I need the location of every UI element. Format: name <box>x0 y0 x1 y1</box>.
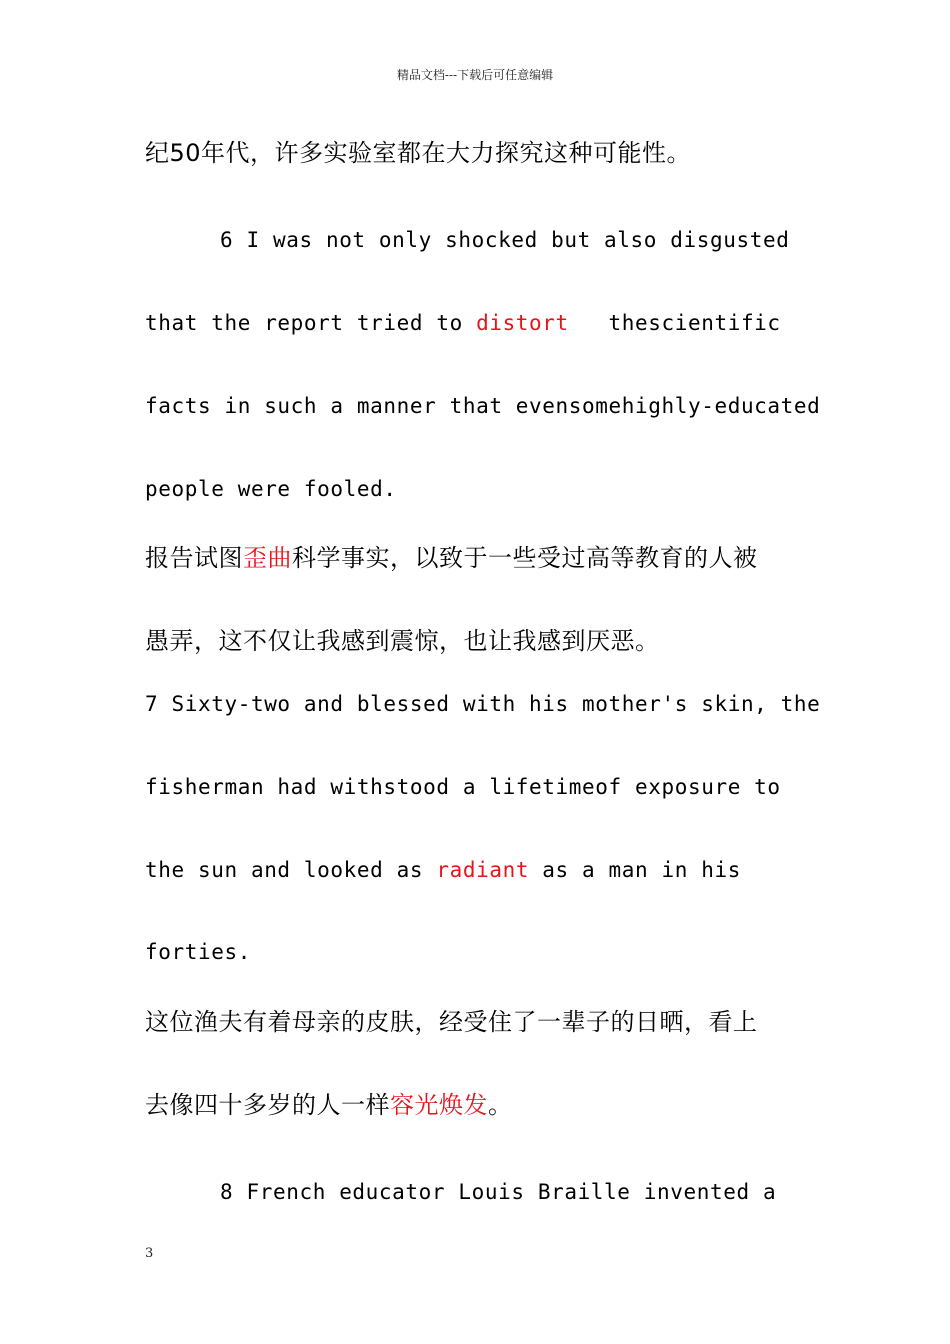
text-line-13 <box>145 1085 513 1120</box>
text-segment: thescientific <box>568 311 781 335</box>
text-segment: 科学事实，以致于一些受过高等教育的人被 <box>292 544 758 572</box>
text-line-7: 愚弄，这不仅让我感到震惊，也让我感到厌恶。 <box>145 627 660 655</box>
text-line-11: forties. <box>145 940 251 964</box>
text-line-1: 纪50年代，许多实验室都在大力探究这种可能性。 <box>145 139 692 167</box>
highlighted-word-rongguang: 容光焕发 <box>390 1091 488 1119</box>
text-segment: that the report tried to <box>145 311 477 335</box>
text-segment: as a man in his <box>529 858 741 882</box>
text-segment: 去像四十多岁的人一样 <box>145 1091 390 1119</box>
text-segment: 报告试图 <box>145 544 243 572</box>
text-line-2: 6 I was not only shocked but also disgusted <box>220 228 790 252</box>
text-segment: the sun and looked as <box>145 858 437 882</box>
text-line-5: people were fooled. <box>145 477 397 501</box>
text-line-8: 7 Sixty-two and blessed with his mother's skin, the <box>145 692 821 716</box>
text-line-3 <box>145 311 781 335</box>
text-line-14: 8 French educator Louis Braille invented a <box>220 1180 777 1204</box>
text-line-9: fisherman had withstood a lifetimeof exposure to <box>145 775 781 799</box>
text-line-12: 这位渔夫有着母亲的皮肤，经受住了一辈子的日晒，看上 <box>145 1008 758 1036</box>
text-segment: 。 <box>488 1091 513 1119</box>
highlighted-word-distort: distort <box>476 311 569 335</box>
highlighted-word-radiant: radiant <box>436 858 530 882</box>
text-line-10 <box>145 858 741 882</box>
page-header: 精品文档---下载后可任意编辑 <box>396 68 554 82</box>
page-number: 3 <box>145 1246 154 1261</box>
text-line-4: facts in such a manner that evensomehighly-educated <box>145 394 821 418</box>
text-line-6 <box>145 538 758 573</box>
highlighted-word-waiqu: 歪曲 <box>243 544 292 572</box>
